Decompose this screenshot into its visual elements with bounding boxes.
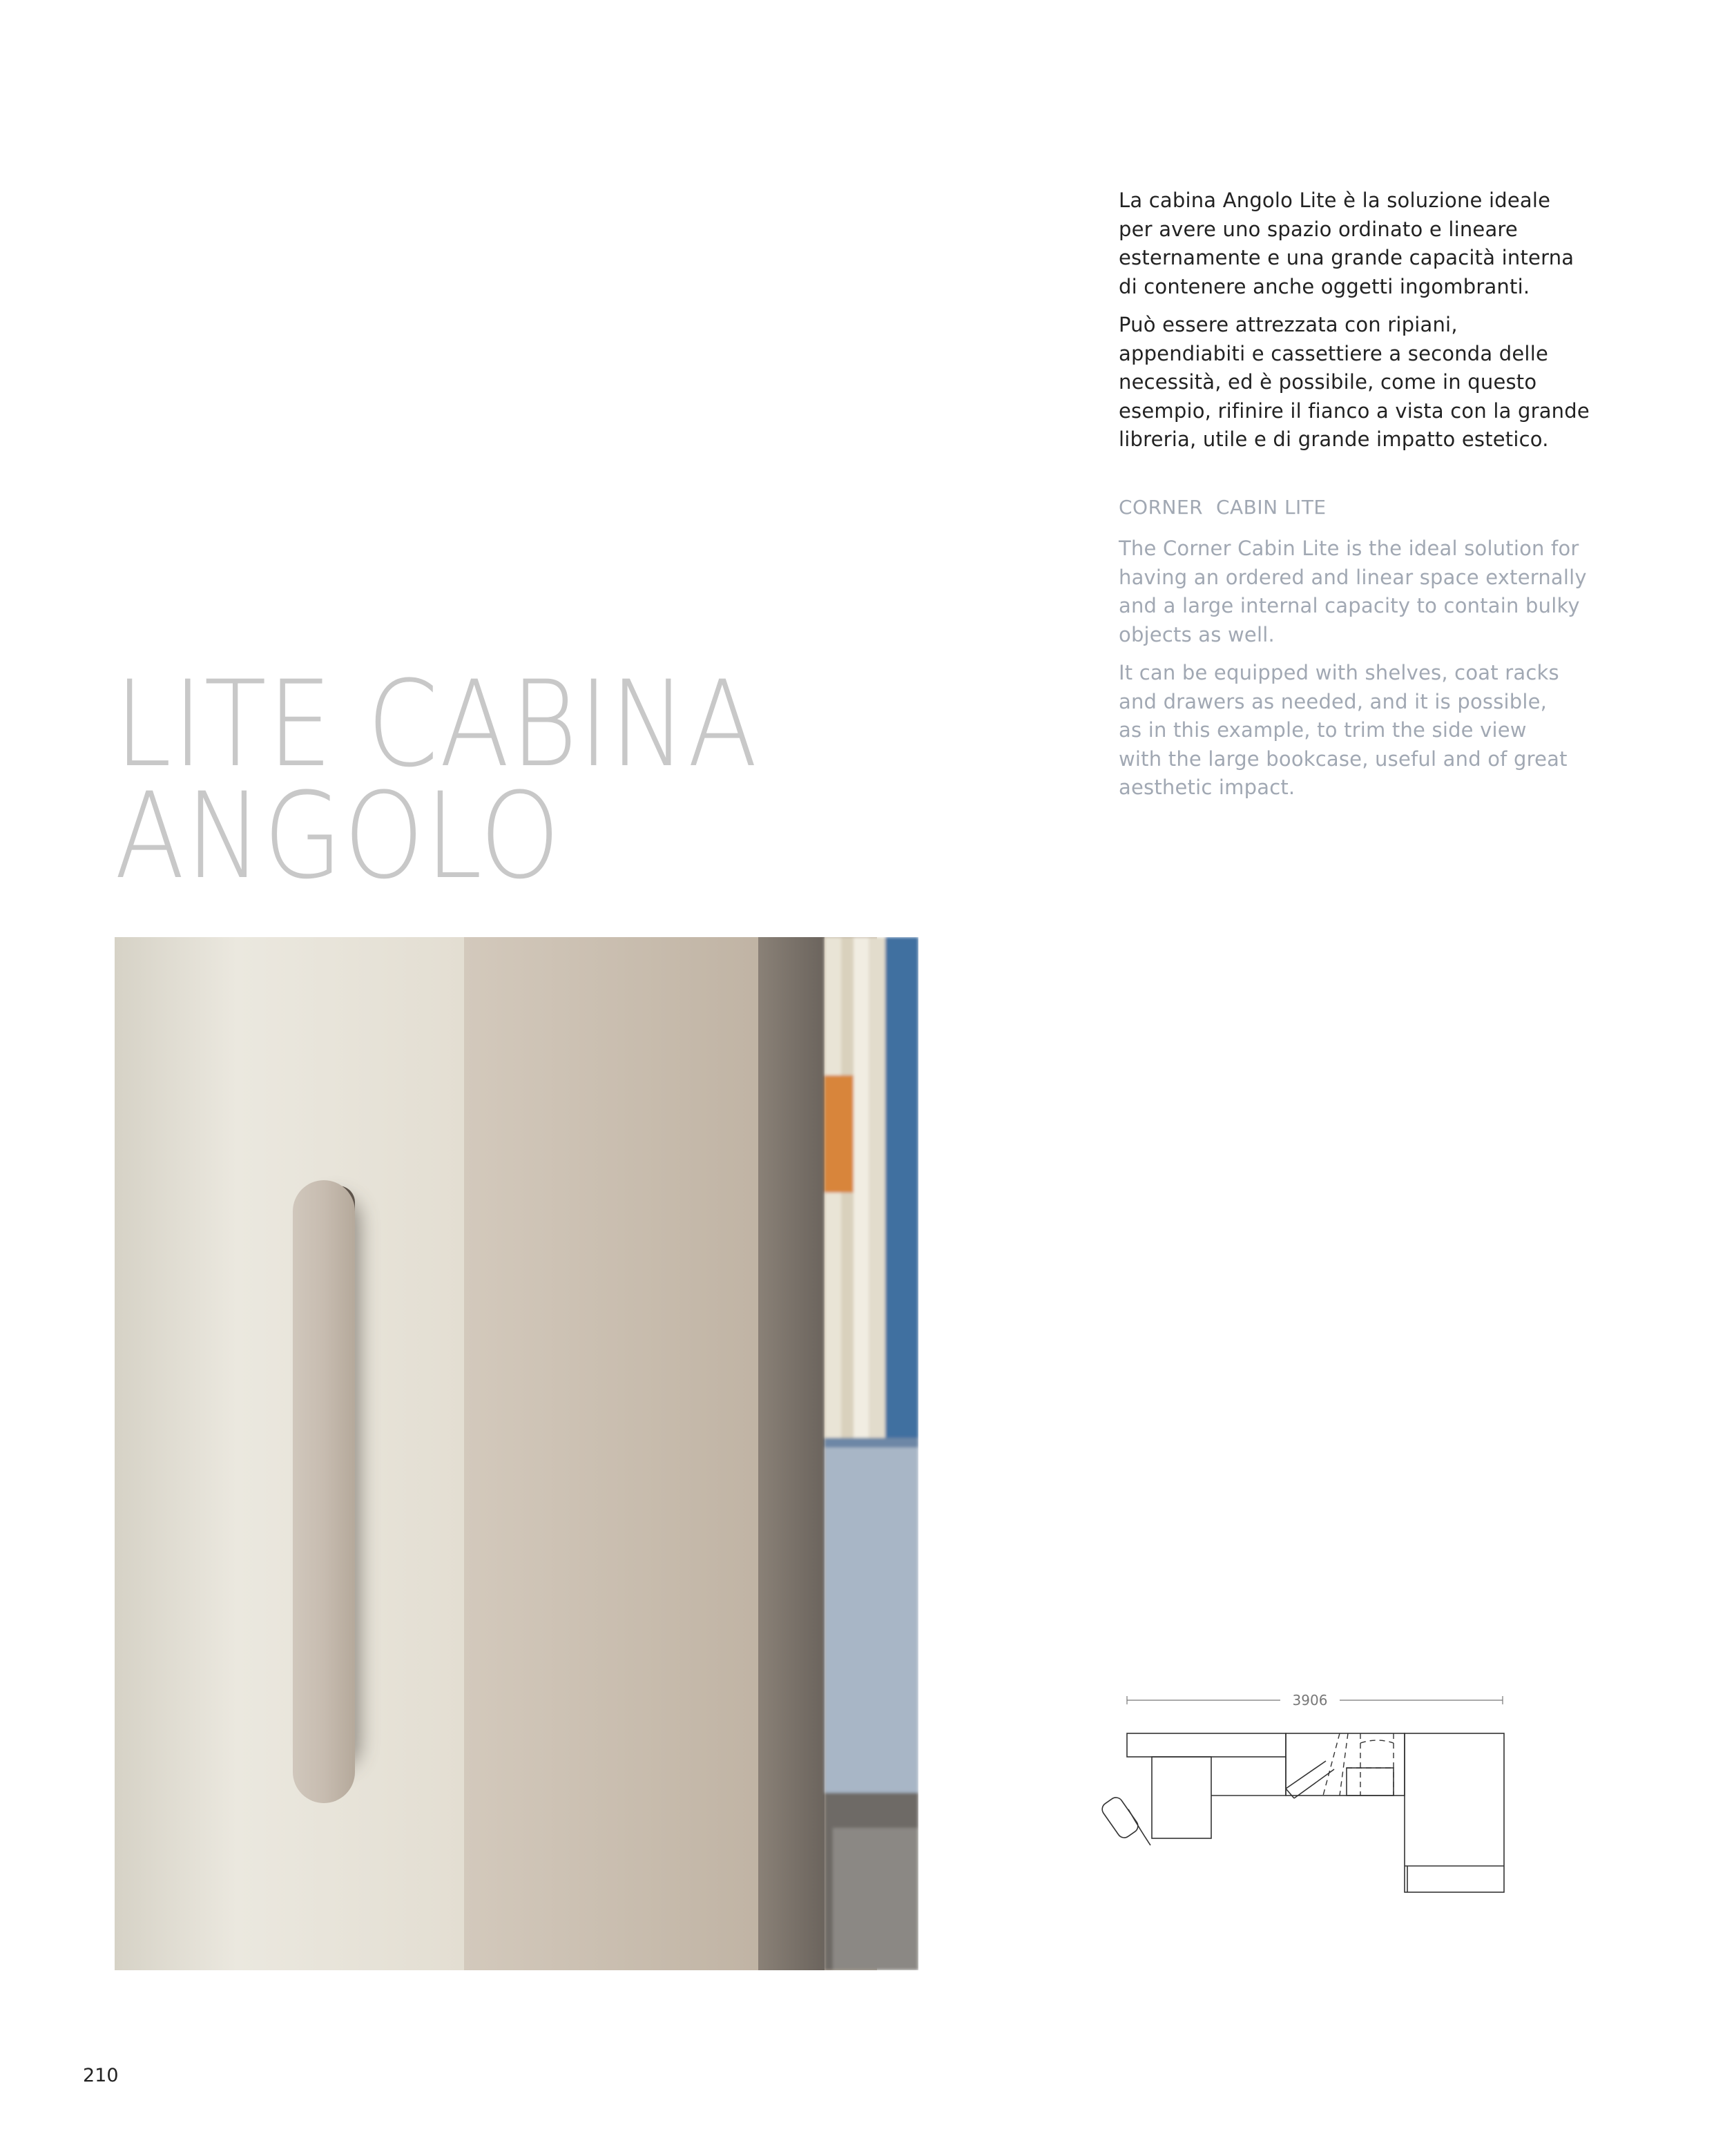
- plan-dimension-label: 3906: [1292, 1692, 1328, 1709]
- italian-description: [1119, 186, 1602, 464]
- english-paragraph-1: The Corner Cabin Lite is the ideal solution for having an ordered and linear space externally and a large internal capacity to contain bulky objects as well.: [1119, 537, 1587, 646]
- english-heading: CORNER CABIN LITE: [1119, 496, 1327, 519]
- page-title-line-1: LITE CABINA: [115, 655, 759, 793]
- english-paragraph-2: It can be equipped with shelves, coat racks and drawers as needed, and it is possible, as in this example, to trim the side view with the large bookcase, useful and of great aesthetic impact.: [1119, 661, 1568, 799]
- product-photo: [115, 937, 918, 1970]
- handle: [293, 1180, 355, 1803]
- page-number: 210: [83, 2065, 119, 2086]
- floor-plan-diagram: [1098, 1685, 1519, 1920]
- italian-paragraph-2: Può essere attrezzata con ripiani, appendiabiti e cassettiere a seconda delle necessità, ed è possibile, come in questo esempio, rifinire il fianco a vista con la grande libreria, utile e di grande impatto estetico.: [1119, 313, 1590, 451]
- italian-paragraph-1: La cabina Angolo Lite è la soluzione ideale per avere uno spazio ordinato e lineare esternamente e una grande capacità interna di contenere anche oggetti ingombranti.: [1119, 189, 1574, 298]
- page-title-line-2: ANGOLO: [115, 767, 561, 905]
- english-description: [1119, 535, 1602, 812]
- page-title: [115, 655, 759, 905]
- bookshelf: [825, 937, 918, 1970]
